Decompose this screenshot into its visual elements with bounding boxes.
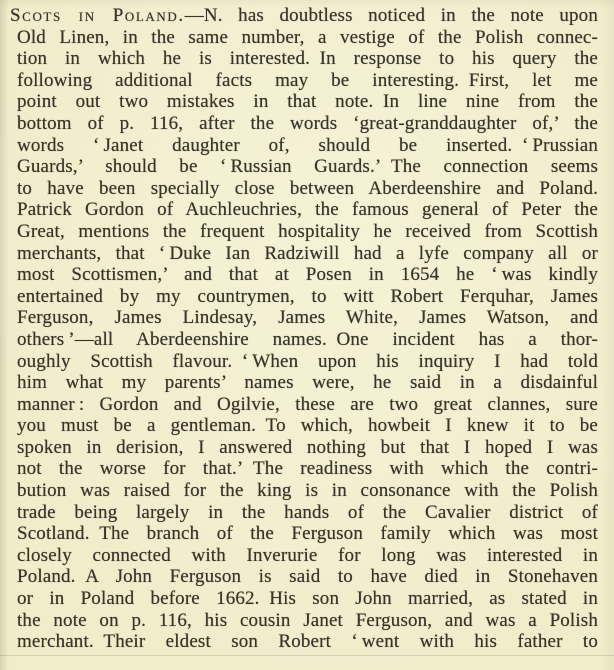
text-line (17, 221, 598, 243)
line-text: him what my parents’ names were, he said in a disdainful (17, 372, 598, 394)
line-text: words ‘ Janet daughter of, should be inserted. ‘ Prussian (17, 134, 598, 156)
line-text: manner : Gordon and Ogilvie, these are two great clannes, sure (17, 393, 598, 415)
line-text: to have been specially close between Aberdeenshire and Poland. (17, 177, 598, 199)
line-text: merchants, that ‘ Duke Ian Radziwill had a lyfe company all or (17, 242, 598, 264)
article-text (10, 5, 598, 653)
text-line (17, 437, 598, 459)
line-text: you must be a gentleman. To which, howbeit I knew it to be (17, 415, 598, 437)
text-line (17, 480, 598, 502)
line-text: most Scottismen,’ and that at Posen in 1654 he ‘ was kindly (17, 264, 598, 286)
text-line (17, 566, 598, 588)
text-line (17, 307, 598, 329)
article-heading: Scots in Poland. (10, 5, 185, 26)
line-text: bottom of p. 116, after the words ‘great-granddaughter of,’ the (17, 112, 598, 134)
text-line (17, 70, 598, 92)
line-text: or in Poland before 1662. His son John married, as stated in (17, 588, 598, 610)
text-line (17, 48, 598, 70)
line-text: closely connected with Inverurie for long was interested in (17, 544, 598, 566)
line-text: the note on p. 116, his cousin Janet Ferguson, and was a Polish (17, 609, 598, 631)
text-line (17, 502, 598, 524)
line-text: —N. has doubtless noticed in the note upon (184, 5, 598, 26)
text-line (17, 415, 598, 437)
line-text: tion in which he is interested. In response to his query the (17, 48, 598, 70)
text-line (17, 631, 598, 653)
text-line (17, 264, 598, 286)
text-line (17, 523, 598, 545)
text-line (17, 243, 598, 265)
line-text: following additional facts may be interesting. First, let me (17, 69, 598, 91)
line-text: Ferguson, James Lindesay, James White, James Watson, and (17, 307, 598, 329)
line-text: trade being largely in the hands of the Cavalier district of (17, 501, 598, 523)
line-text: Poland. A John Ferguson is said to have died in Stonehaven (17, 566, 598, 588)
text-line (17, 610, 598, 632)
text-line (17, 351, 598, 373)
text-line (17, 113, 598, 135)
text-line (17, 199, 598, 221)
line-text: entertained by my countrymen, to witt Robert Ferquhar, James (17, 285, 598, 307)
text-line (17, 91, 598, 113)
text-line (17, 545, 598, 567)
line-text: point out two mistakes in that note. In line nine from the (17, 91, 598, 113)
text-line-heading (10, 5, 598, 27)
text-line (17, 286, 598, 308)
text-line (17, 135, 598, 157)
text-line (17, 178, 598, 200)
text-line (17, 372, 598, 394)
line-text: spoken in derision, I answered nothing but that I hoped I was (17, 436, 598, 458)
line-text: Great, mentions the frequent hospitality he received from Scottish (17, 220, 598, 242)
text-line (17, 156, 598, 178)
text-line (17, 27, 598, 49)
line-text: Guards,’ should be ‘ Russian Guards.’ The connection seems (17, 156, 598, 178)
text-line (17, 458, 598, 480)
line-text: bution was raised for the king is in consonance with the Polish (17, 480, 598, 502)
text-line (17, 329, 598, 351)
line-text: not the worse for that.’ The readiness with which the contri- (17, 458, 598, 480)
line-text: Old Linen, in the same number, a vestige of the Polish connec- (17, 26, 598, 48)
line-text: others ’—all Aberdeenshire names. One incident has a thor- (17, 328, 598, 350)
line-text: Patrick Gordon of Auchleuchries, the famous general of Peter the (17, 199, 598, 221)
line-text: oughly Scottish flavour. ‘ When upon his inquiry I had told (17, 350, 598, 372)
text-line (17, 394, 598, 416)
text-line (17, 588, 598, 610)
line-text: Scotland. The branch of the Ferguson family which was most (17, 523, 598, 545)
line-text: merchant. Their eldest son Robert ‘ went with his father to (17, 631, 598, 653)
